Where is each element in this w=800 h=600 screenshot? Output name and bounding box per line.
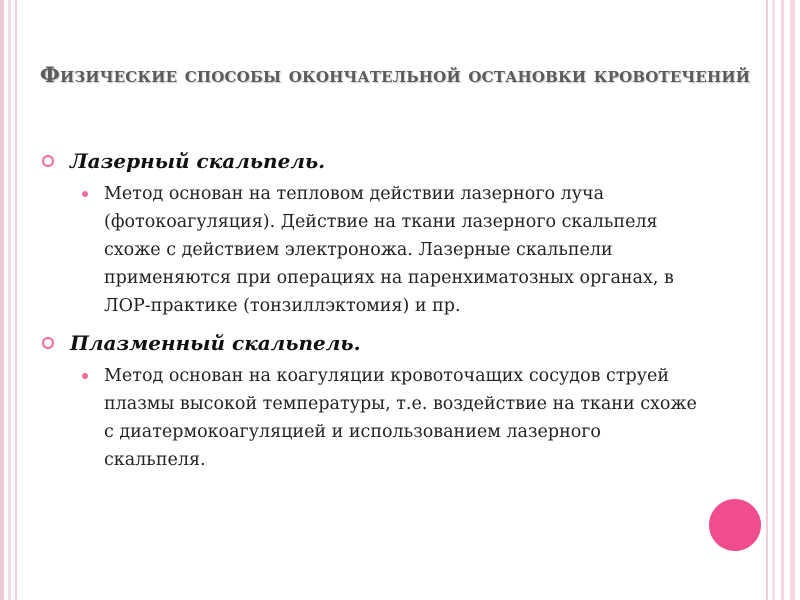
- slide-content: [42, 146, 722, 482]
- left-stripe-3: [15, 0, 17, 600]
- sub-bullet-laser-desc: [42, 180, 722, 320]
- decorative-pink-circle: [709, 499, 761, 551]
- bullet-text: Метод основан на коагуляции кровоточащих сосудов струей плазмы высокой температуры, т.е. воздействие на ткани схоже с диатермокоагуляцией и использованием лазерного скальпеля.: [104, 366, 697, 470]
- dot-bullet-icon: [82, 191, 88, 197]
- bullet-laser-scalpel: [42, 146, 722, 176]
- ring-bullet-icon: [42, 337, 54, 349]
- left-stripe-1: [0, 0, 4, 600]
- bullet-plasma-scalpel: [42, 328, 722, 358]
- right-stripe-4: [790, 0, 795, 600]
- right-stripe-1: [766, 0, 768, 600]
- bullet-heading: Плазменный скальпель.: [70, 331, 361, 355]
- right-stripe-2: [772, 0, 775, 600]
- dot-bullet-icon: [82, 373, 88, 379]
- sub-bullet-plasma-desc: [42, 362, 722, 474]
- slide-title: Физические способы окончательной остановки кровотечений: [39, 62, 751, 87]
- right-stripe-3: [781, 0, 784, 600]
- bullet-text: Метод основан на тепловом действии лазерного луча (фотокоагуляция). Действие на ткани лазерного скальпеля схоже с действием электроножа. Лазерные скальпели применяются при операциях на паренхиматозных органах, в ЛОР-практике (тонзиллэктомия) и пр.: [104, 184, 674, 316]
- bullet-heading: Лазерный скальпель.: [70, 149, 326, 173]
- left-stripe-2: [8, 0, 11, 600]
- ring-bullet-icon: [42, 155, 54, 167]
